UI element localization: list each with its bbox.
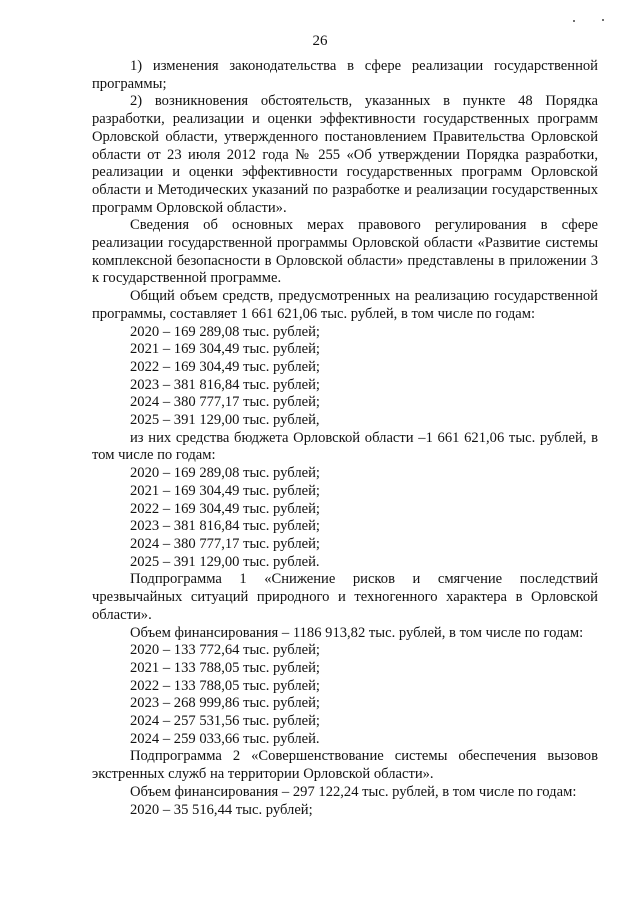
scan-speck [573, 20, 575, 22]
year-line: 2022 – 133 788,05 тыс. рублей; [130, 677, 320, 694]
year-line: 2022 – 169 304,49 тыс. рублей; [130, 500, 320, 517]
year-line: 2025 – 391 129,00 тыс. рублей. [130, 553, 320, 570]
year-line: 2021 – 133 788,05 тыс. рублей; [130, 659, 320, 676]
subprogram-2-title: Подпрограмма 2 «Совершенствование системы обеспечения вызовов экстренных служб на территории Орловской области». [92, 748, 598, 783]
regional-budget-paragraph: из них средства бюджета Орловской области –1 661 621,06 тыс. рублей, в том числе по годам: [92, 429, 598, 464]
subprogram-1-funding: Объем финансирования – 1186 913,82 тыс. рублей, в том числе по годам: [130, 624, 584, 641]
year-line: 2024 – 257 531,56 тыс. рублей; [130, 713, 320, 730]
year-line: 2022 – 169 304,49 тыс. рублей; [130, 358, 320, 375]
year-line: 2023 – 268 999,86 тыс. рублей; [130, 695, 320, 712]
year-line: 2023 – 381 816,84 тыс. рублей; [130, 518, 320, 535]
scan-speck [602, 19, 604, 21]
year-line: 2024 – 380 777,17 тыс. рублей; [130, 535, 320, 552]
year-line: 2020 – 35 516,44 тыс. рублей; [130, 801, 313, 818]
year-line: 2024 – 380 777,17 тыс. рублей; [130, 394, 320, 411]
year-line: 2020 – 169 289,08 тыс. рублей; [130, 323, 320, 340]
year-line: 2025 – 391 129,00 тыс. рублей, [130, 412, 320, 429]
subprogram-1-title: Подпрограмма 1 «Снижение рисков и смягчение последствий чрезвычайных ситуаций природного и техногенного характера в Орловской области». [92, 571, 598, 623]
regulation-paragraph: Сведения об основных мерах правового регулирования в сфере реализации государственной программы Орловской области «Развитие системы комплексной безопасности в Орловской области» представлены в приложении 3 к государственной программе. [92, 217, 598, 287]
page-number: 26 [312, 33, 328, 49]
year-line: 2021 – 169 304,49 тыс. рублей; [130, 341, 320, 358]
year-line: 2020 – 169 289,08 тыс. рублей; [130, 465, 320, 482]
list-item-1: 1) изменения законодательства в сфере реализации государственной программы; [92, 58, 598, 92]
list-item-2: 2) возникновения обстоятельств, указанных в пункте 48 Порядка разработки, реализации и оценки эффективности государственных программ Орловской области, утвержденного постановлением Правительства Орловской области от 23 июля 2012 года № 255 «Об утверждении Порядка разработки, реализации и оценки эффективности государственных программ Орловской области и Методических указаний по разработке и реализации государственных программ Орловской области». [92, 93, 598, 216]
year-line: 2021 – 169 304,49 тыс. рублей; [130, 482, 320, 499]
year-line: 2024 – 259 033,66 тыс. рублей. [130, 730, 320, 747]
document-body [92, 58, 598, 819]
total-funding-paragraph: Общий объем средств, предусмотренных на реализацию государственной программы, составляет 1 661 621,06 тыс. рублей, в том числе по годам: [92, 288, 598, 322]
subprogram-2-funding: Объем финансирования – 297 122,24 тыс. рублей, в том числе по годам: [130, 783, 577, 800]
year-line: 2020 – 133 772,64 тыс. рублей; [130, 642, 320, 659]
year-line: 2023 – 381 816,84 тыс. рублей; [130, 376, 320, 393]
